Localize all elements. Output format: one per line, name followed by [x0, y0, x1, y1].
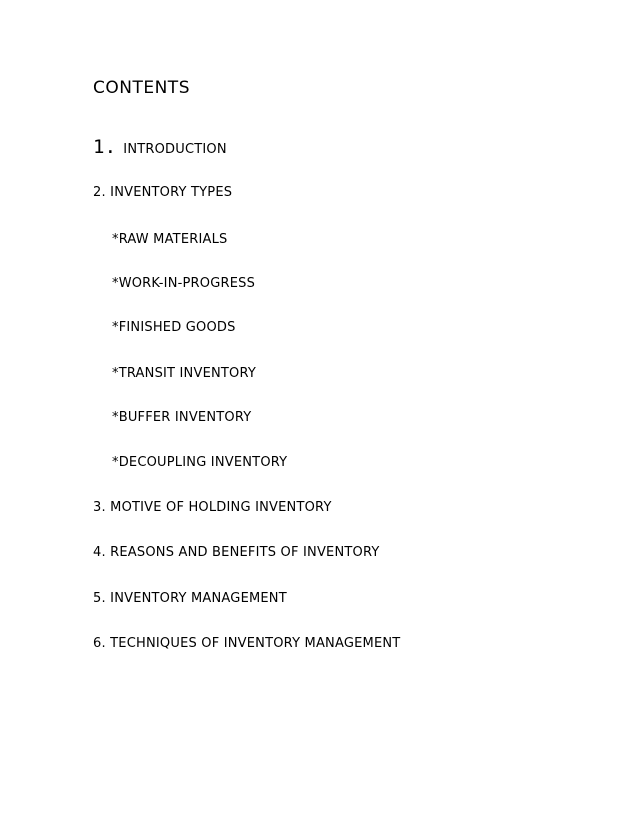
toc-item-number: 4. — [93, 545, 106, 560]
contents-title: CONTENTS — [93, 78, 190, 98]
toc-item-label: MOTIVE OF HOLDING INVENTORY — [110, 500, 332, 515]
toc-item-number: 6. — [93, 636, 106, 651]
toc-subitem-label: *RAW MATERIALS — [112, 232, 228, 247]
toc-item-label: INVENTORY MANAGEMENT — [110, 591, 287, 606]
toc-item-label: REASONS AND BENEFITS OF INVENTORY — [110, 545, 380, 560]
toc-item-motive-of-holding-inventory — [93, 500, 332, 515]
toc-item-number: 5. — [93, 591, 106, 606]
toc-subitem-label: *TRANSIT INVENTORY — [112, 366, 257, 381]
toc-item-label: INTRODUCTION — [123, 142, 227, 157]
toc-subitem-finished-goods — [112, 320, 236, 335]
toc-subitem-label: *DECOUPLING INVENTORY — [112, 455, 288, 470]
toc-subitem-decoupling-inventory — [112, 455, 287, 470]
toc-subitem-transit-inventory — [112, 366, 256, 381]
toc-subitem-label: *FINISHED GOODS — [112, 320, 236, 335]
toc-item-number: 3. — [93, 500, 106, 515]
toc-item-label: TECHNIQUES OF INVENTORY MANAGEMENT — [110, 636, 401, 651]
toc-item-techniques-of-inventory-management — [93, 636, 400, 651]
toc-item-inventory-management — [93, 591, 287, 606]
toc-item-reasons-and-benefits — [93, 545, 380, 560]
toc-subitem-label: *WORK-IN-PROGRESS — [112, 276, 256, 291]
toc-subitem-label: *BUFFER INVENTORY — [112, 410, 252, 425]
toc-item-introduction — [93, 136, 227, 158]
toc-subitem-buffer-inventory — [112, 410, 251, 425]
toc-subitem-work-in-progress — [112, 276, 255, 291]
toc-item-number: 2. — [93, 185, 106, 200]
toc-subitem-raw-materials — [112, 232, 227, 247]
toc-item-number: 1. — [93, 136, 117, 158]
toc-item-label: INVENTORY TYPES — [110, 185, 233, 200]
toc-item-inventory-types — [93, 185, 232, 200]
